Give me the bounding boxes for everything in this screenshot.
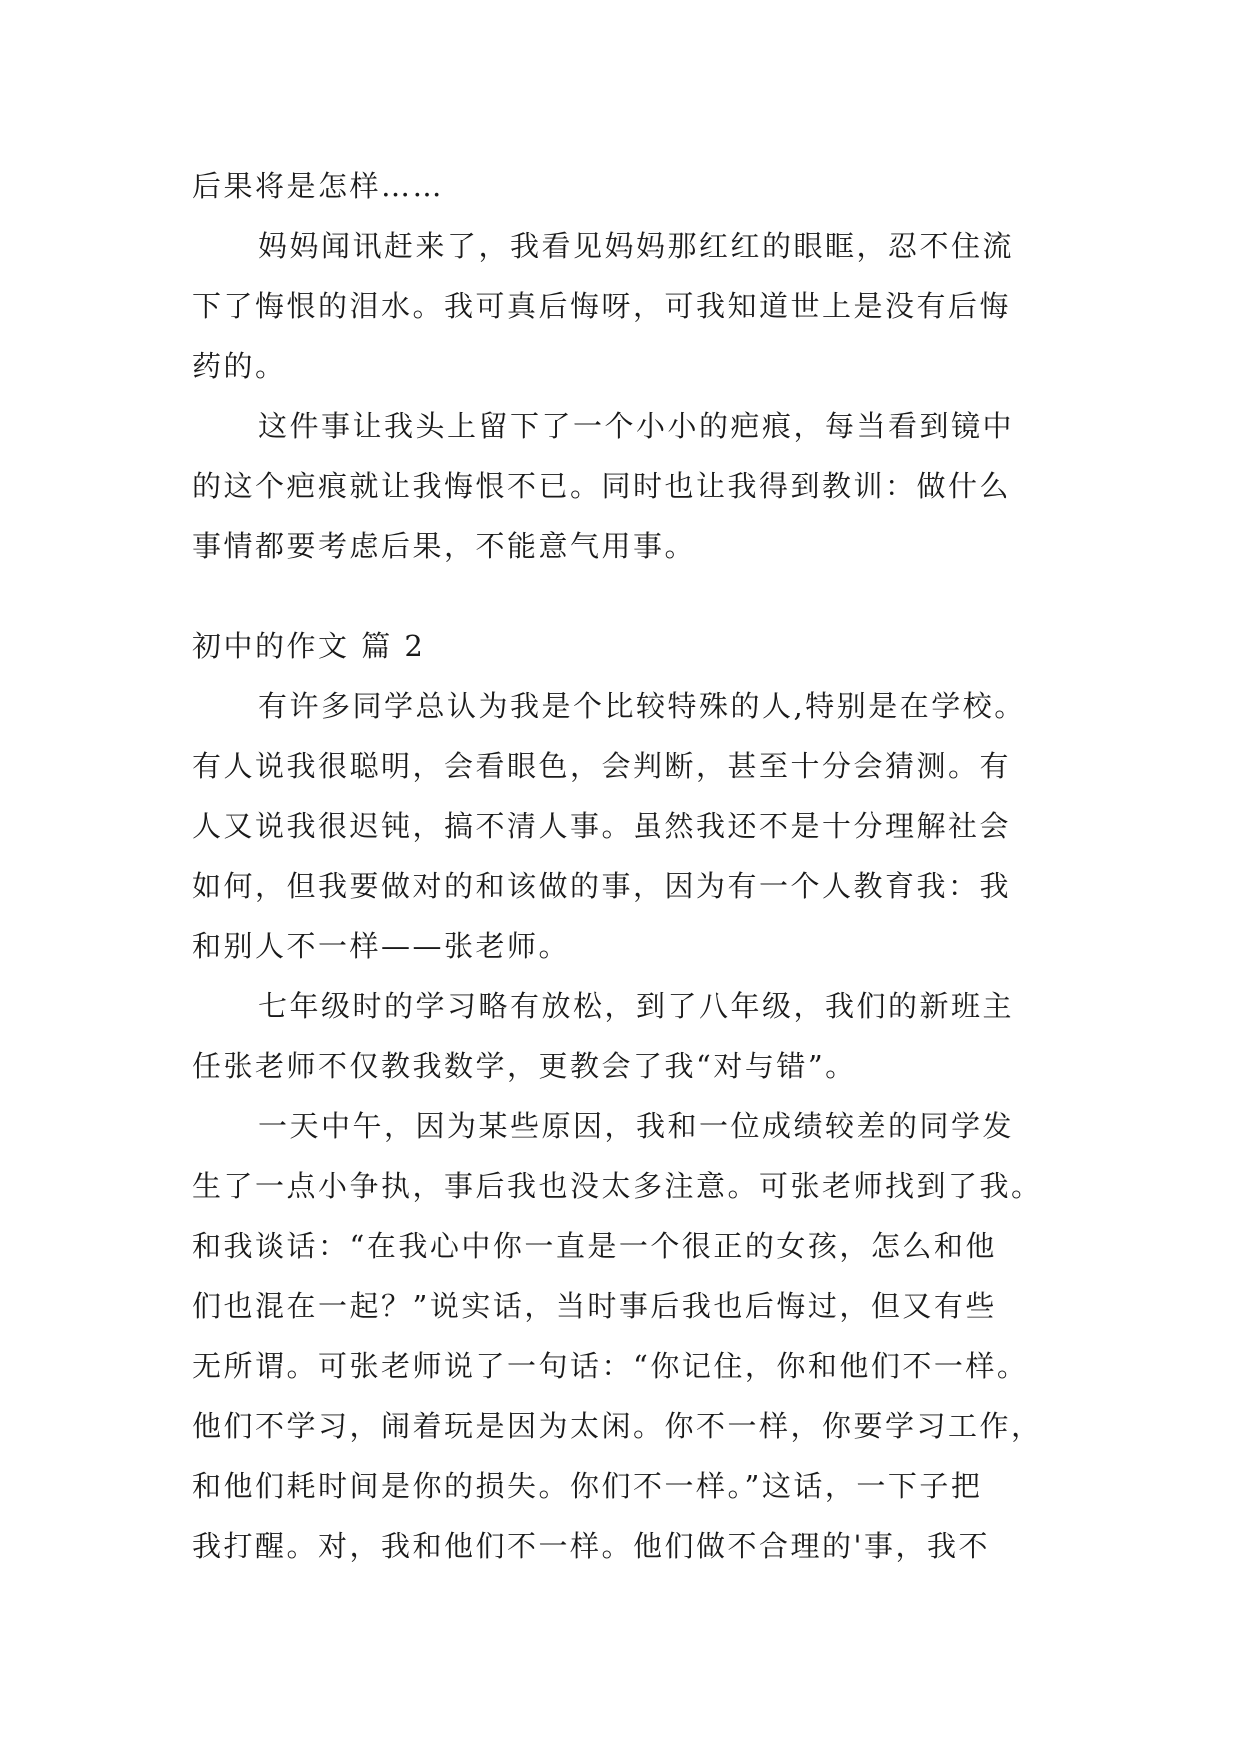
text-line: 和他们耗时间是你的损失。你们不一样。”这话，一下子把 (192, 1469, 983, 1503)
paragraph-first-line: 一天中午，因为某些原因，我和一位成绩较差的同学发 (258, 1109, 1015, 1143)
text-line: 如何，但我要做对的和该做的事，因为有一个人教育我：我 (192, 869, 1012, 903)
paragraph-first-line: 有许多同学总认为我是个比较特殊的人,特别是在学校。 (258, 689, 1026, 723)
text-line: 事情都要考虑后果，不能意气用事。 (192, 529, 697, 563)
paragraph-first-line: 这件事让我头上留下了一个小小的疤痕，每当看到镜中 (258, 409, 1015, 443)
text-line: 下了悔恨的泪水。我可真后悔呀，可我知道世上是没有后悔 (192, 289, 1012, 323)
text-line: 和我谈话：“在我心中你一直是一个很正的女孩，怎么和他 (192, 1229, 997, 1263)
text-line: 后果将是怎样…… (192, 169, 445, 203)
section-heading: 初中的作文 篇 2 (192, 629, 426, 663)
text-line: 的这个疤痕就让我悔恨不已。同时也让我得到教训：做什么 (192, 469, 1012, 503)
text-line: 有人说我很聪明，会看眼色，会判断，甚至十分会猜测。有 (192, 749, 1012, 783)
paragraph-first-line: 妈妈闻讯赶来了，我看见妈妈那红红的眼眶，忍不住流 (258, 229, 1015, 263)
text-line: 人又说我很迟钝，搞不清人事。虽然我还不是十分理解社会 (192, 809, 1012, 843)
text-line: 生了一点小争执，事后我也没太多注意。可张老师找到了我。 (192, 1169, 1043, 1203)
text-line: 我打醒。对，我和他们不一样。他们做不合理的'事，我不 (192, 1529, 990, 1563)
text-line: 和别人不一样——张老师。 (192, 929, 571, 963)
text-line: 无所谓。可张老师说了一句话：“你记住，你和他们不一样。 (192, 1349, 1029, 1383)
text-line: 药的。 (192, 349, 287, 383)
text-line: 任张老师不仅教我数学，更教会了我“对与错”。 (192, 1049, 857, 1083)
text-line: 们也混在一起？”说实话，当时事后我也后悔过，但又有些 (192, 1289, 997, 1323)
paragraph-first-line: 七年级时的学习略有放松，到了八年级，我们的新班主 (258, 989, 1015, 1023)
text-line: 他们不学习，闹着玩是因为太闲。你不一样，你要学习工作， (192, 1409, 1043, 1443)
